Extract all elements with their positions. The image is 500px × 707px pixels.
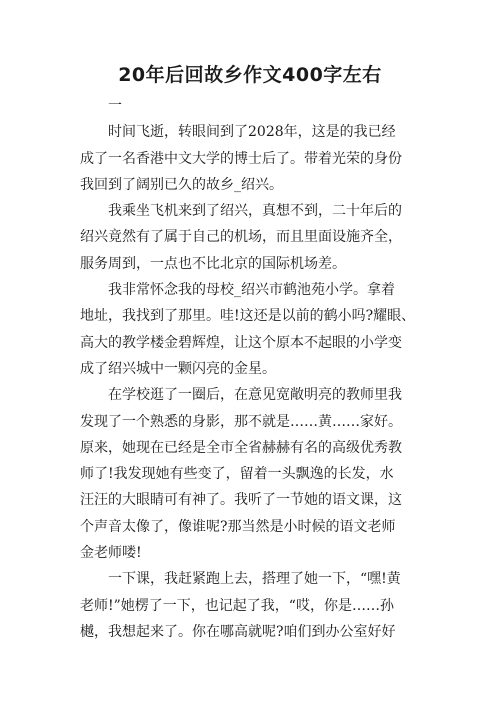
document-body xyxy=(80,93,432,645)
text-line: 樾，我想起来了。你在哪高就呢?咱们到办公室好好 xyxy=(80,623,396,640)
text-line: 一下课，我赶紧跑上去，搭理了她一下，“嘿!黄 xyxy=(108,571,401,588)
text-line: 原来，她现在已经是全市全省赫赫有名的高级优秀教 xyxy=(80,439,402,456)
text-line: 我回到了阔别已久的故乡_绍兴。 xyxy=(80,176,283,193)
text-line: 金老师喽! xyxy=(80,545,142,562)
text-line: 一 xyxy=(108,98,122,114)
text-line: 我非常怀念我的母校_绍兴市鹤池苑小学。拿着 xyxy=(108,282,395,299)
text-line: 老师!”她楞了一下，也记起了我，“哎，你是……孙 xyxy=(80,597,394,614)
document-title: 20年后回故乡作文400字左右 xyxy=(118,64,382,86)
text-line: 汪汪的大眼睛可有神了。我听了一节她的语文课，这 xyxy=(80,492,402,509)
text-line: 服务周到，一点也不比北京的国际机场差。 xyxy=(80,255,346,272)
text-line: 成了绍兴城中一颗闪亮的金星。 xyxy=(80,360,276,377)
text-line: 绍兴竟然有了属于自己的机场，而且里面设施齐全， xyxy=(80,229,402,246)
text-line: 个声音太像了，像谁呢?那当然是小时候的语文老师 xyxy=(80,518,396,535)
text-line: 地址，我找到了那里。哇!这还是以前的鹤小吗?耀眼、 xyxy=(80,308,416,325)
text-line: 发现了一个熟悉的身影，那不就是……黄……家好。 xyxy=(80,413,402,430)
text-line: 高大的教学楼金碧辉煌，让这个原本不起眼的小学变 xyxy=(80,334,402,351)
text-line: 在学校逛了一圈后，在意见宽敞明亮的教师里我 xyxy=(108,387,402,404)
text-line: 我乘坐飞机来到了绍兴，真想不到，二十年后的 xyxy=(108,203,402,220)
text-line: 成了一名香港中文大学的博士后了。带着光荣的身份 xyxy=(80,150,402,167)
text-line: 时间飞逝，转眼间到了2028年，这是的我已经 xyxy=(108,124,396,141)
text-line: 师了!我发现她有些变了，留着一头飘逸的长发，水 xyxy=(80,466,394,483)
